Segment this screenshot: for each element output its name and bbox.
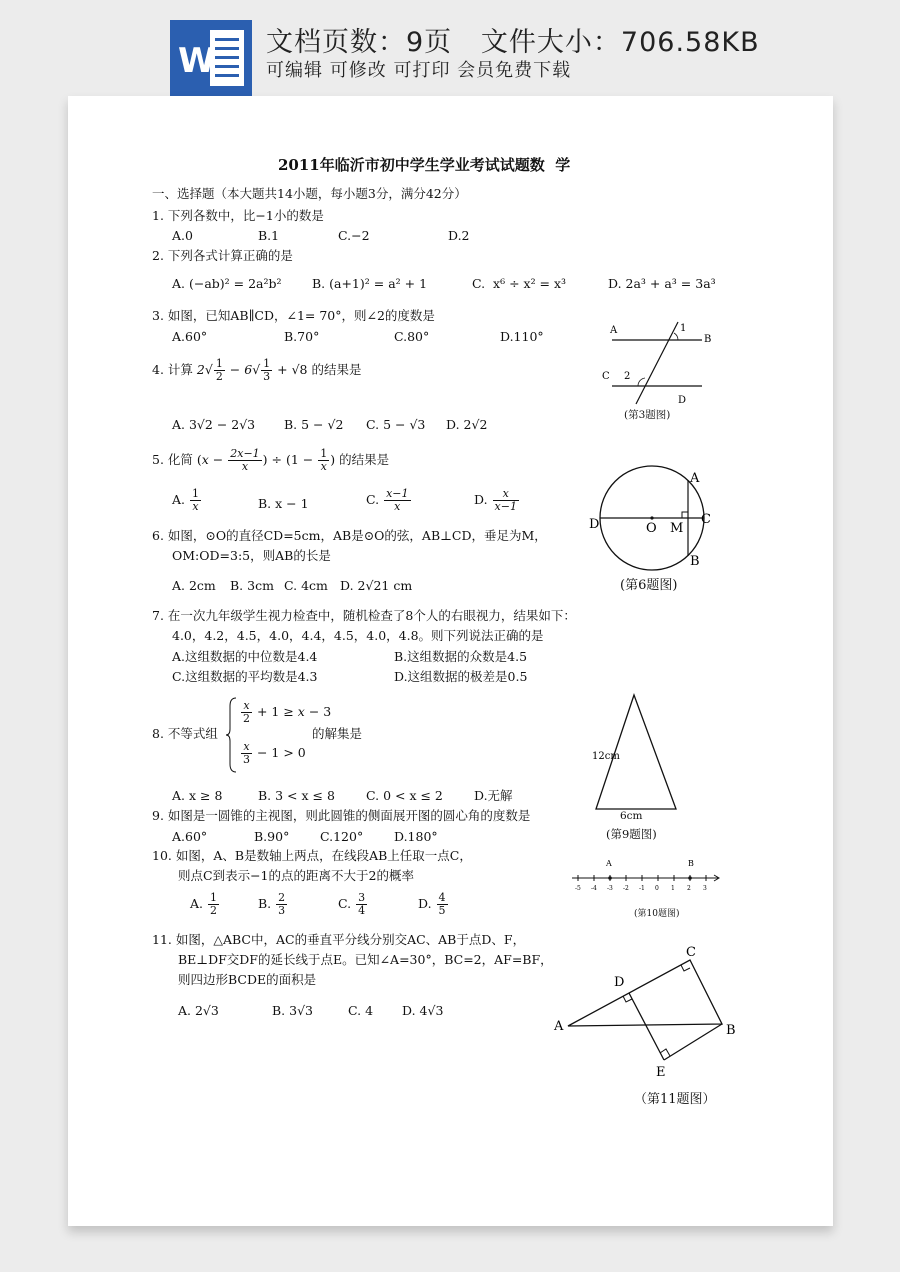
number-line-tick-label: -5 [575,885,581,892]
svg-text:A: A [554,1019,564,1034]
figure-9-base-label: 6cm [620,810,643,822]
q3-option-a: A.60° [172,329,208,344]
banner-title: 文档页数：9页 文件大小：706.58KB [266,27,760,58]
q10-stem-line2: 则点C到表示−1的点的距离不大于2的概率 [178,868,414,883]
q7-option-b: B.这组数据的众数是4.5 [394,649,528,664]
q7-stem-line2: 4.0，4.2，4.5，4.0，4.4，4.5，4.0，4.8。则下列说法正确的是 [172,628,544,643]
figure-10-caption: (第10题图) [634,909,680,919]
svg-text:D: D [614,975,625,990]
q6-option-c: C. 4cm [284,578,328,593]
q8-stem-suffix: 的解集是 [312,726,363,741]
q8-brace [226,696,238,774]
q8-option-b: B. 3 < x ≤ 8 [258,788,335,803]
q8-stem-prefix: 8. 不等式组 [152,726,218,741]
svg-text:C: C [686,945,696,960]
q3-option-d: D.110° [500,329,544,344]
number-line-tick-label: 1 [671,885,675,892]
q8-option-a: A. x ≥ 8 [172,788,223,803]
q1-option-a: A.0 [172,228,193,243]
number-line-tick-label: -4 [591,885,597,892]
number-line-tick-label: -1 [639,885,645,892]
q2-option-a: A. (−ab)² = 2a²b² [172,276,282,291]
number-line-tick-label: 3 [703,885,707,892]
svg-text:2: 2 [624,371,631,382]
q4-option-c: C. 5 − √3 [366,417,426,432]
number-line-point-b [688,876,692,880]
q8-option-c: C. 0 < x ≤ 2 [366,788,443,803]
section-heading: 一、选择题（本大题共14小题，每小题3分，满分42分） [152,186,467,201]
q10-option-d: D. $\frac{4}{5}$ [418,891,446,918]
q7-option-c: C.这组数据的平均数是4.3 [172,669,318,684]
q7-option-d: D.这组数据的极差是0.5 [394,669,528,684]
figure-9-caption: (第9题图) [606,827,657,841]
q11-stem-line2: BE⊥DF交DF的延长线于点E。已知∠A=30°，BC=2，AF=BF， [178,952,553,967]
document-title: 2011年临沂市初中学生学业考试试题数 学 [278,156,571,174]
q10-option-b: B. $\frac{2}{3}$ [258,891,286,918]
q6-option-a: A. 2cm [172,578,216,593]
svg-text:C: C [602,371,610,382]
q2-option-b: B. (a+1)² = a² + 1 [312,276,428,291]
q9-option-a: A.60° [172,829,208,844]
figure-3-caption: (第3题图) [624,409,671,421]
svg-text:D: D [678,395,687,406]
q2-stem: 2. 下列各式计算正确的是 [152,248,293,263]
q3-option-c: C.80° [394,329,430,344]
q11-option-d: D. 4√3 [402,1003,444,1018]
svg-text:B: B [704,334,712,345]
banner-subtitle: 可编辑 可修改 可打印 会员免费下载 [266,60,572,81]
q4-option-d: D. 2√2 [446,417,488,432]
q5-option-b: B. x − 1 [258,496,309,511]
q8-inequality-2: $\frac{x}{3}$ − 1 > 0 [243,740,306,767]
figure-11-caption: （第11题图） [634,1092,716,1107]
svg-text:B: B [690,554,700,569]
q1-option-d: D.2 [448,228,470,243]
figure-6-caption: (第6题图) [620,578,678,593]
svg-text:C: C [701,512,711,527]
q1-option-b: B.1 [258,228,280,243]
number-line-tick-label: -2 [623,885,629,892]
svg-text:A: A [690,471,700,486]
q9-stem: 9. 如图是一圆锥的主视图，则此圆锥的侧面展开图的圆心角的度数是 [152,808,531,823]
document-page [68,96,833,1226]
number-line-tick-label: 0 [655,885,659,892]
q5-option-c: C. $\frac{x-1}{x}$ [366,487,409,514]
q9-option-c: C.120° [320,829,364,844]
q4-option-a: A. 3√2 − 2√3 [172,417,256,432]
q5-stem: 5. 化简 (x − $\frac{2x-1}{x}$ ) ÷ (1 − $\frac{1}{x}$ ) 的结果是 [152,447,390,474]
q11-option-b: B. 3√3 [272,1003,314,1018]
q3-option-b: B.70° [284,329,320,344]
download-banner [0,0,900,100]
svg-text:O: O [646,521,657,536]
q2-option-d: D. 2a³ + a³ = 3a³ [608,276,716,291]
q3-stem: 3. 如图，已知AB∥CD，∠1= 70°，则∠2的度数是 [152,308,435,323]
svg-text:W: W [178,41,216,81]
svg-text:M: M [670,521,684,536]
q10-stem-line1: 10. 如图，A、B是数轴上两点，在线段AB上任取一点C， [152,848,472,863]
q6-stem-line2: OM:OD=3:5，则AB的长是 [172,548,331,563]
figure-11-triangle [552,942,752,1080]
number-line-tick-label: 2 [687,885,691,892]
q4-stem: 4. 计算 2√ $\frac{1}{2}$ − 6√ $\frac{1}{3}$ + √8 的结果是 [152,357,362,384]
svg-text:12cm: 12cm [592,751,620,762]
q6-option-d: D. 2√21 cm [340,578,413,593]
q6-option-b: B. 3cm [230,578,274,593]
q9-option-d: D.180° [394,829,438,844]
q11-stem-line1: 11. 如图，△ABC中，AC的垂直平分线分别交AC、AB于点D、F， [152,932,526,947]
q8-inequality-1: $\frac{x}{2}$ + 1 ≥ x − 3 [243,699,332,726]
svg-text:B: B [688,859,694,868]
q7-option-a: A.这组数据的中位数是4.4 [172,649,318,664]
svg-text:B: B [726,1023,736,1038]
q1-stem: 1. 下列各数中，比−1小的数是 [152,208,324,223]
figure-9-cone-view [588,691,688,816]
q5-option-d: D. $\frac{x}{x-1}$ [474,487,517,514]
q2-option-c: C. x⁶ ÷ x² = x³ [472,276,567,291]
q4-option-b: B. 5 − √2 [284,417,344,432]
q8-option-d: D.无解 [474,788,513,803]
svg-text:D: D [589,517,600,532]
svg-text:E: E [656,1065,666,1080]
svg-text:A: A [610,325,618,336]
q10-option-a: A. $\frac{1}{2}$ [190,891,217,918]
svg-text:A: A [606,859,612,868]
svg-text:1: 1 [680,323,687,334]
number-line-point-a [608,876,612,880]
q11-option-c: C. 4 [348,1003,374,1018]
q11-stem-line3: 则四边形BCDE的面积是 [178,972,317,987]
word-document-icon [170,20,252,96]
q1-option-c: C.−2 [338,228,370,243]
number-line-tick-label: -3 [607,885,613,892]
q7-stem-line1: 7. 在一次九年级学生视力检查中，随机检查了8个人的右眼视力，结果如下： [152,608,576,623]
q10-option-c: C. $\frac{3}{4}$ [338,891,366,918]
figure-10-number-line [568,856,728,896]
q9-option-b: B.90° [254,829,290,844]
q11-option-a: A. 2√3 [178,1003,219,1018]
q6-stem-line1: 6. 如图，⊙O的直径CD=5cm，AB是⊙O的弦，AB⊥CD，垂足为M， [152,528,547,543]
q5-option-a: A. $\frac{1}{x}$ [172,487,199,514]
